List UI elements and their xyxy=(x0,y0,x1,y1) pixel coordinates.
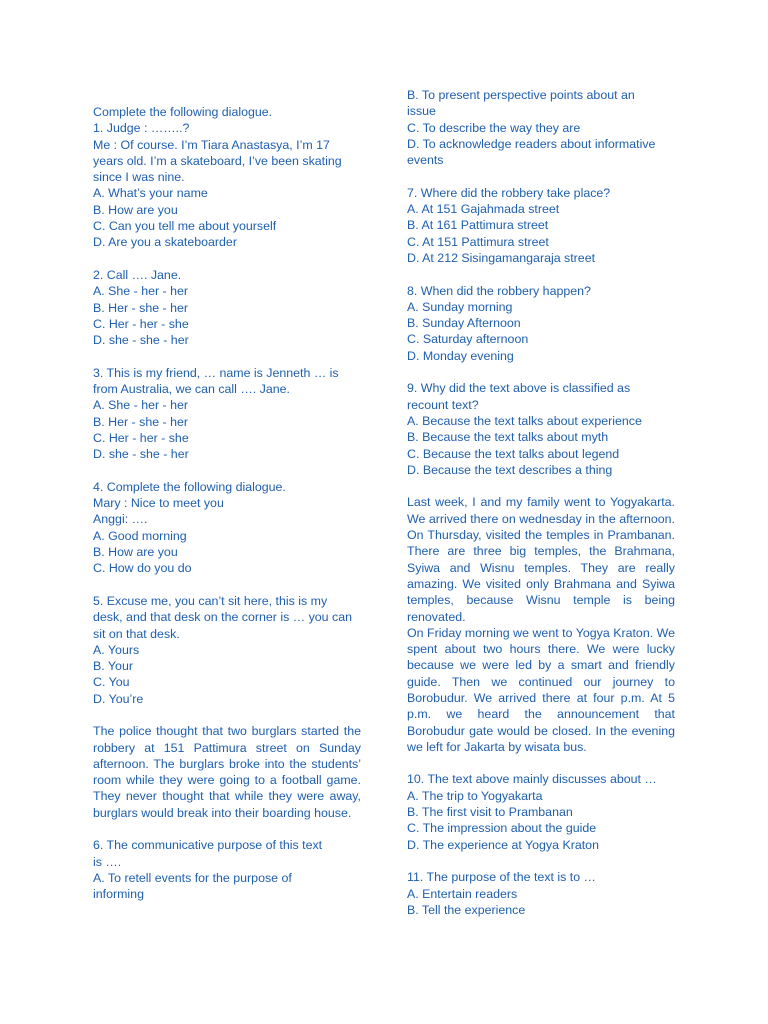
option-c: C. Can you tell me about yourself xyxy=(93,219,277,234)
question-text: 2. Call …. Jane. xyxy=(93,267,182,282)
question-text: years old. I’m a skateboard, I’ve been skating xyxy=(93,153,342,168)
option-b: B. Your xyxy=(93,659,133,674)
option-d: D. At 212 Sisingamangaraja street xyxy=(407,250,596,265)
option-b: B. Because the text talks about myth xyxy=(407,430,609,445)
option-b: B. Sunday Afternoon xyxy=(407,316,521,331)
option-d: D. The experience at Yogya Kraton xyxy=(407,837,599,852)
option-c: C. Her - her - she xyxy=(93,430,189,445)
option-d-continued: events xyxy=(407,153,444,168)
question-text: Me : Of course. I’m Tiara Anastasya, I’m 17 xyxy=(93,137,330,152)
option-b: B. The first visit to Prambanan xyxy=(407,805,573,820)
question-text: since I was nine. xyxy=(93,170,185,185)
question-11 xyxy=(407,869,675,918)
question-1 xyxy=(93,120,361,250)
question-6 xyxy=(93,837,361,902)
option-b: B. How are you xyxy=(93,202,178,217)
option-b: B. Her - she - her xyxy=(93,414,189,429)
option-b: B. Tell the experience xyxy=(407,902,526,917)
question-5 xyxy=(93,593,361,707)
reading-passage-robbery: The police thought that two burglars started the robbery at 151 Pattimura street on Sunday afternoon. The burglars broke into the students’ room while they were going to a football game. They never thought that while they were away, burglars would break into their boarding house. xyxy=(93,724,361,820)
option-a: A. Yours xyxy=(93,642,140,657)
question-8 xyxy=(407,283,675,364)
option-c: C. To describe the way they are xyxy=(407,120,581,135)
option-c: C. How do you do xyxy=(93,561,192,576)
option-d: D. Because the text describes a thing xyxy=(407,462,613,477)
right-column xyxy=(407,87,675,918)
option-a-continued: informing xyxy=(93,887,144,902)
question-text: sit on that desk. xyxy=(93,626,180,641)
option-b: B. How are you xyxy=(93,545,178,560)
question-text: 9. Why did the text above is classified as xyxy=(407,381,631,396)
instruction: Complete the following dialogue. xyxy=(93,105,273,119)
option-b-continued: issue xyxy=(407,104,436,119)
question-text: 4. Complete the following dialogue. xyxy=(93,479,286,494)
left-column xyxy=(93,104,361,903)
reading-passage-yogyakarta-cont: On Friday morning we went to Yogya Kraton. We spent about two hours there. We were lucky because we were led by a smart and friendly guide. Then we continued our journey to Borobudur. We arrived there at four p.m. At 5 p.m. we heard the announcement that Borobudur gate would be closed. In the evening we left for Jakarta by wisata bus. xyxy=(407,625,675,754)
option-c: C. The impression about the guide xyxy=(407,821,597,836)
option-b: B. To present perspective points about an xyxy=(407,88,635,102)
question-text: 3. This is my friend, … name is Jenneth … is xyxy=(93,365,339,380)
question-text: is …. xyxy=(93,854,122,869)
option-a: A. At 151 Gajahmada street xyxy=(407,202,560,217)
question-text: 5. Excuse me, you can’t sit here, this is my xyxy=(93,593,328,608)
question-6-continued xyxy=(407,87,675,168)
option-d: D. Are you a skateboarder xyxy=(93,235,237,250)
question-2 xyxy=(93,267,361,348)
question-9 xyxy=(407,380,675,478)
question-3 xyxy=(93,365,361,463)
question-text: from Australia, we can call …. Jane. xyxy=(93,382,290,397)
option-d: D. You’re xyxy=(93,691,144,706)
option-b: B. At 161 Pattimura street xyxy=(407,218,549,233)
option-a: A. The trip to Yogyakarta xyxy=(407,788,543,803)
question-text: desk, and that desk on the corner is … you can xyxy=(93,610,352,625)
option-a: A. What’s your name xyxy=(93,186,208,201)
option-d: D. Monday evening xyxy=(407,348,514,363)
option-a: A. Entertain readers xyxy=(407,886,518,901)
option-c: C. At 151 Pattimura street xyxy=(407,234,549,249)
question-text: 6. The communicative purpose of this text xyxy=(93,838,323,853)
option-d: D. To acknowledge readers about informative xyxy=(407,136,656,151)
question-text: 7. Where did the robbery take place? xyxy=(407,185,611,200)
question-4 xyxy=(93,479,361,577)
option-c: C. Saturday afternoon xyxy=(407,332,529,347)
option-a: A. Good morning xyxy=(93,528,187,543)
option-a: A. Because the text talks about experience xyxy=(407,413,642,428)
option-b: B. Her - she - her xyxy=(93,300,189,315)
option-d: D. she - she - her xyxy=(93,447,189,462)
option-a: A. Sunday morning xyxy=(407,299,513,314)
question-7 xyxy=(407,185,675,266)
option-c: C. Because the text talks about legend xyxy=(407,446,620,461)
question-text: 11. The purpose of the text is to … xyxy=(407,870,596,885)
option-d: D. she - she - her xyxy=(93,333,189,348)
question-text: recount text? xyxy=(407,397,479,412)
question-10 xyxy=(407,771,675,852)
question-text: 8. When did the robbery happen? xyxy=(407,283,591,298)
question-text: 1. Judge : ……..? xyxy=(93,121,190,136)
question-text: Mary : Nice to meet you xyxy=(93,496,224,511)
reading-passage-yogyakarta: Last week, I and my family went to Yogyakarta. We arrived there on wednesday in the afternoon. On Thursday, visited the temples in Prambanan. There are three big temples, the Brahmana, Syiwa and Wisnu temples. They are really amazing. We visited only Brahmana and Syiwa temples, because Wisnu temple is being renovated. xyxy=(407,495,675,624)
option-a: A. To retell events for the purpose of xyxy=(93,870,292,885)
question-text: 10. The text above mainly discusses about … xyxy=(407,772,657,787)
option-a: A. She - her - her xyxy=(93,398,189,413)
option-a: A. She - her - her xyxy=(93,284,189,299)
question-text: Anggi: …. xyxy=(93,512,148,527)
option-c: C. You xyxy=(93,675,130,690)
option-c: C. Her - her - she xyxy=(93,316,189,331)
